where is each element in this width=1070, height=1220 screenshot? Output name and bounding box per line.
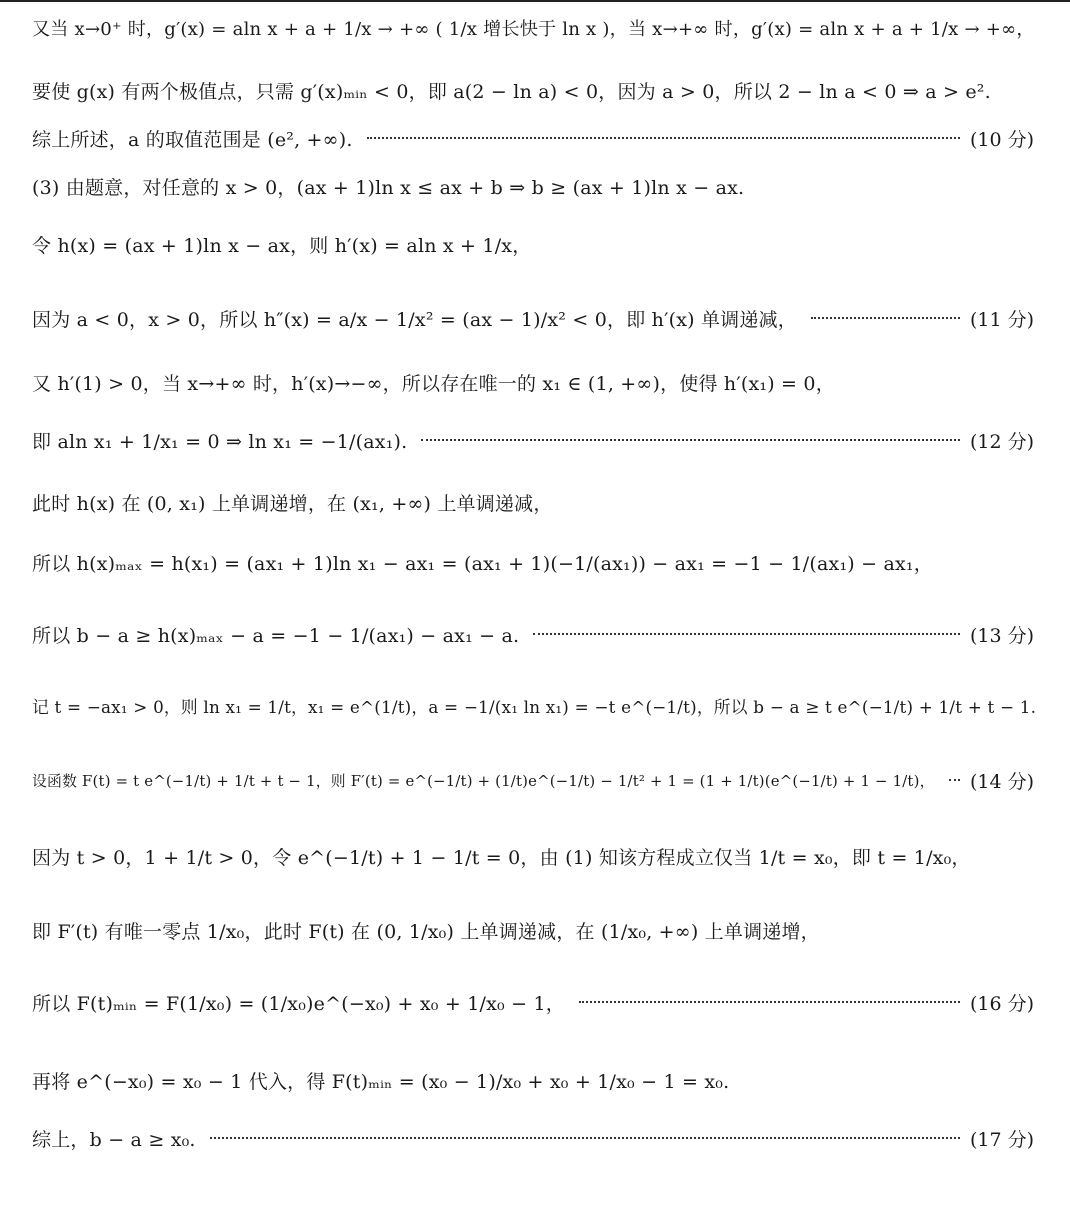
score-label: (17 分) [969,1128,1034,1151]
line-text: 因为 a < 0，x > 0，所以 h″(x) = a/x − 1/x² = (ax − 1)/x² < 0，即 h′(x) 单调递减， [32,308,797,331]
dotted-leader [210,1137,960,1139]
score-label: (11 分) [969,308,1034,331]
line-text: 记 t = −ax₁ > 0，则 ln x₁ = 1/t，x₁ = e^(1/t)，a = −1/(x₁ ln x₁) = −t e^(−1/t)，所以 b − a ≥ t e^(−1/t) + 1/t + t − 1. [32,697,1037,717]
solution-line-2 [32,72,1034,108]
line-text: 令 h(x) = (ax + 1)ln x − ax，则 h′(x) = aln x + 1/x， [32,234,532,257]
solution-line-18 [32,1120,1034,1156]
solution-line-4 [32,168,1034,204]
dotted-leader [949,779,960,781]
score-label: (10 分) [969,128,1034,151]
line-text: 所以 b − a ≥ h(x)ₘₐₓ − a = −1 − 1/(ax₁) − ax₁ − a. [32,624,520,647]
solution-line-7 [32,364,1034,400]
score-label: (14 分) [969,770,1034,793]
line-text: 因为 t > 0，1 + 1/t > 0，令 e^(−1/t) + 1 − 1/t = 0，由 (1) 知该方程成立仅当 1/t = x₀，即 t = 1/x₀， [32,846,971,869]
solution-line-3 [32,120,1034,156]
solution-line-11 [32,612,1034,656]
solution-line-8 [32,418,1034,462]
solution-line-13 [32,758,1034,802]
solution-line-14 [32,834,1034,878]
line-text: 所以 F(t)ₘᵢₙ = F(1/x₀) = (1/x₀)e^(−x₀) + x₀ + 1/x₀ − 1， [32,992,565,1015]
solution-line-1 [32,10,1034,46]
line-text: 即 aln x₁ + 1/x₁ = 0 ⇒ ln x₁ = −1/(ax₁). [32,430,408,453]
line-text: 要使 g(x) 有两个极值点，只需 g′(x)ₘᵢₙ < 0，即 a(2 − ln a) < 0，因为 a > 0，所以 2 − ln a < 0 ⇒ a > e². [32,80,991,103]
line-text: 设函数 F(t) = t e^(−1/t) + 1/t + t − 1，则 F′(t) = e^(−1/t) + (1/t)e^(−1/t) − 1/t² + 1 = (1 + 1/t)(e^(−1/t) + 1 − 1/t)， [32,771,935,790]
line-text: 再将 e^(−x₀) = x₀ − 1 代入，得 F(t)ₘᵢₙ = (x₀ − 1)/x₀ + x₀ + 1/x₀ − 1 = x₀. [32,1070,730,1093]
line-text: 所以 h(x)ₘₐₓ = h(x₁) = (ax₁ + 1)ln x₁ − ax₁ = (ax₁ + 1)(−1/(ax₁)) − ax₁ = −1 − 1/(ax₁) − ax₁， [32,552,933,575]
line-text: 综上，b − a ≥ x₀. [32,1128,196,1151]
solution-line-17 [32,1058,1034,1102]
line-text: (3) 由题意，对任意的 x > 0，(ax + 1)ln x ≤ ax + b ⇒ b ≥ (ax + 1)ln x − ax. [32,176,745,199]
line-text: 即 F′(t) 有唯一零点 1/x₀，此时 F(t) 在 (0, 1/x₀) 上单调递减，在 (1/x₀, +∞) 上单调递增， [32,920,820,943]
dotted-leader [811,317,960,319]
score-label: (12 分) [969,430,1034,453]
top-border-rule [0,0,1070,2]
solution-line-9 [32,484,1034,520]
solution-line-16 [32,980,1034,1024]
dotted-leader [533,633,960,635]
solution-line-10 [32,540,1034,584]
solution-line-12 [32,684,1037,728]
solution-line-15 [32,908,1034,952]
line-text: 综上所述，a 的取值范围是 (e², +∞). [32,128,353,151]
dotted-leader [367,137,960,139]
line-text: 又当 x→0⁺ 时，g′(x) = aln x + a + 1/x → +∞ ( 1/x 增长快于 ln x )，当 x→+∞ 时，g′(x) = aln x + a + 1/x → +∞， [32,19,1035,40]
solution-line-5 [32,222,1034,266]
score-label: (13 分) [969,624,1034,647]
dotted-leader [579,1001,960,1003]
line-text: 此时 h(x) 在 (0, x₁) 上单调递增，在 (x₁, +∞) 上单调递减， [32,492,553,515]
solution-line-6 [32,296,1034,340]
line-text: 又 h′(1) > 0，当 x→+∞ 时，h′(x)→−∞，所以存在唯一的 x₁ ∈ (1, +∞)，使得 h′(x₁) = 0， [32,372,835,395]
score-label: (16 分) [969,992,1034,1015]
dotted-leader [421,439,960,441]
